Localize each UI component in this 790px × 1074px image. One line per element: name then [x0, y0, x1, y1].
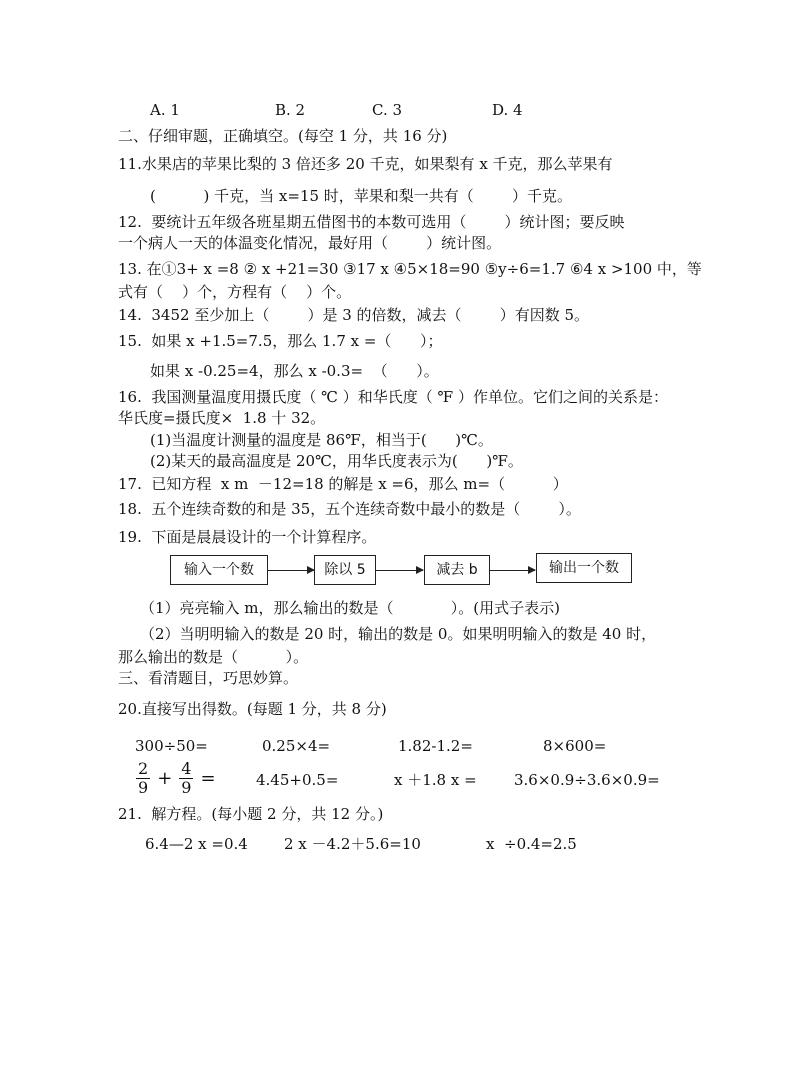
q13-line2: 式有（ ）个，方程有（ ）个。	[118, 283, 352, 301]
calc-item: 300÷50=	[135, 737, 208, 755]
q21: 21. 解方程。(每小题 2 分，共 12 分。)	[118, 805, 384, 823]
calc-item: 1.82-1.2=	[398, 737, 473, 755]
q16-line1: 16. 我国测量温度用摄氏度（ ℃ ）和华氏度（ ℉ ）作单位。它们之间的关系是：	[118, 388, 668, 406]
q19-sub2: （2）当明明输入的数是 20 时，输出的数是 0。如果明明输入的数是 40 时，	[140, 625, 657, 643]
q20: 20.直接写出得数。(每题 1 分，共 8 分)	[118, 700, 387, 718]
numerator: 4	[181, 759, 192, 778]
q15-line2: 如果 x -0.25=4，那么 x -0.3= （ ）。	[150, 362, 439, 380]
q12-line2: 一个病人一天的体温变化情况，最好用（ ）统计图。	[118, 234, 502, 252]
calc-item: x ＋1.8 x =	[394, 771, 477, 789]
q11-line2: ( ) 千克，当 x=15 时，苹果和梨一共有（ ）千克。	[150, 187, 572, 205]
calc-item: 4.45+0.5=	[256, 771, 339, 789]
q16-sub2: (2)某天的最高温度是 20℃，用华氏度表示为( )℉。	[150, 452, 523, 470]
calc-item: 8×600=	[543, 737, 607, 755]
flow-arrow-1	[267, 570, 314, 571]
flow-arrow-3	[489, 570, 535, 571]
q12-line1: 12. 要统计五年级各班星期五借图书的本数可选用（ ）统计图；要反映	[118, 213, 625, 231]
denominator: 9	[138, 778, 149, 797]
q19-sub3: 那么输出的数是（ ）。	[118, 648, 309, 666]
q11-line1: 11.水果店的苹果比梨的 3 倍还多 20 千克，如果梨有 x 千克，那么苹果有	[118, 155, 613, 173]
fraction-sum	[134, 760, 221, 797]
flow-box-divide: 除以 5	[314, 555, 376, 585]
fraction-2	[179, 760, 193, 797]
q14: 14. 3452 至少加上（ ）是 3 的倍数，减去（ ）有因数 5。	[118, 306, 590, 324]
flow-box-subtract: 减去 b	[424, 555, 490, 585]
q18: 18. 五个连续奇数的和是 35，五个连续奇数中最小的数是（ ）。	[118, 500, 581, 518]
q19-sub1: （1）亮亮输入 m，那么输出的数是（ ）。(用式子表示)	[140, 599, 560, 617]
plus-sign: +	[157, 768, 173, 789]
choice-d: D. 4	[492, 101, 523, 119]
q15-line1: 15. 如果 x +1.5=7.5，那么 1.7 x =（ ）；	[118, 332, 443, 350]
flow-box-input: 输入一个数	[170, 555, 268, 585]
equation-item: 2 x －4.2＋5.6=10	[284, 835, 421, 853]
section2-title: 二、仔细审题，正确填空。(每空 1 分，共 16 分)	[118, 127, 448, 145]
calc-item: 3.6×0.9÷3.6×0.9=	[514, 771, 660, 789]
q19: 19. 下面是晨晨设计的一个计算程序。	[118, 528, 377, 546]
equals-sign: =	[200, 768, 216, 789]
calc-item: 0.25×4=	[262, 737, 331, 755]
equation-item: 6.4—2 x =0.4	[145, 835, 248, 853]
flow-arrow-2	[375, 570, 423, 571]
fraction-1	[136, 760, 150, 797]
section3-title: 三、看清题目，巧思妙算。	[118, 669, 299, 687]
q16-sub1: (1)当温度计测量的温度是 86℉，相当于( )℃。	[150, 431, 493, 449]
denominator: 9	[181, 778, 192, 797]
choice-c: C. 3	[372, 101, 403, 119]
equation-item: x ÷0.4=2.5	[486, 835, 577, 853]
q13-line1: 13. 在①3+ x =8 ② x +21=30 ③17 x ④5×18=90 ⑤y÷6=1.7 ⑥4 x >100 中，等	[118, 260, 702, 278]
q17: 17. 已知方程 x m －12=18 的解是 x =6，那么 m=（ ）	[118, 475, 568, 493]
flow-box-output: 输出一个数	[536, 553, 632, 583]
q16-line2: 华氏度=摄氏度× 1.8 十 32。	[118, 409, 326, 427]
choice-b: B. 2	[275, 101, 306, 119]
numerator: 2	[138, 759, 149, 778]
choice-a: A. 1	[150, 101, 180, 119]
